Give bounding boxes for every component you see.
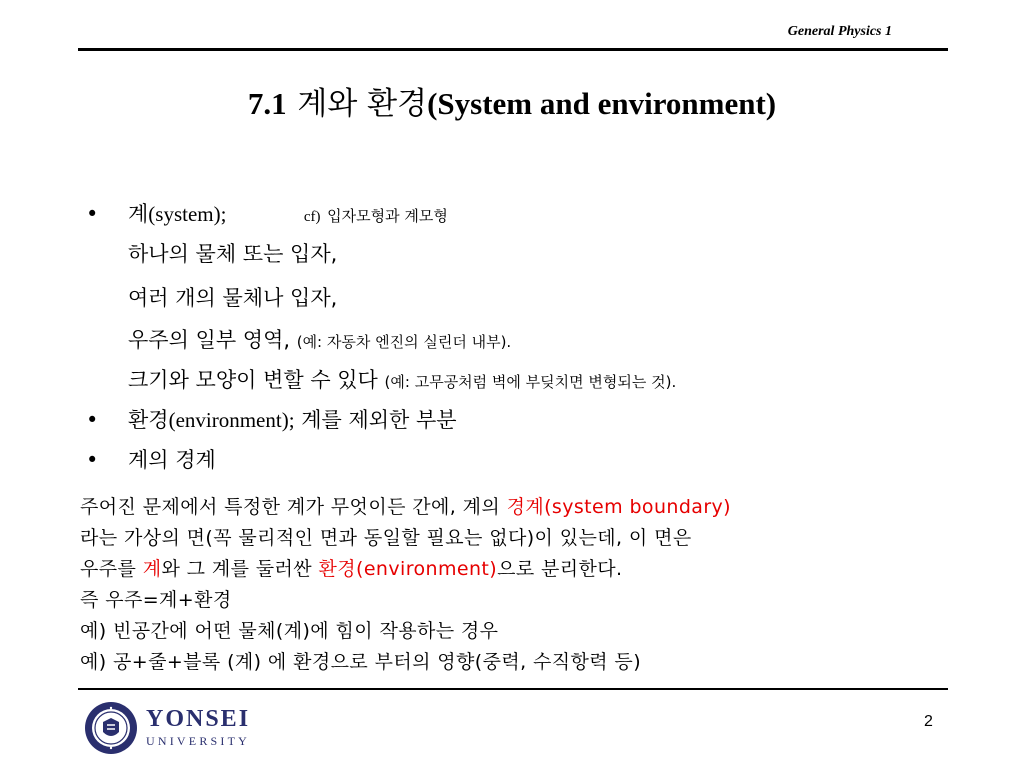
bullet-boundary-ko: 계의 경계 <box>128 448 216 472</box>
paragraph-line-1 <box>80 492 731 519</box>
top-divider <box>78 48 948 51</box>
system-line-3-text: 우주의 일부 영역, <box>128 328 291 352</box>
bottom-divider <box>78 688 948 690</box>
paragraph-line-5: 예) 빈공간에 어떤 물체(계)에 힘이 작용하는 경우 <box>80 620 499 642</box>
bullet-boundary <box>86 444 216 474</box>
paragraph-line-3 <box>80 554 622 581</box>
yonsei-emblem-icon <box>84 701 138 755</box>
university-brand: YONSEI <box>146 706 251 732</box>
course-title: General Physics 1 <box>787 24 892 39</box>
bullet-system-ko: 계 <box>128 202 149 226</box>
environment-term: 환경(environment) <box>318 558 498 580</box>
system-line-3-example: (예: 자동차 엔진의 실린더 내부). <box>296 333 512 351</box>
system-line-4-text: 크기와 모양이 변할 수 있다 <box>128 368 378 392</box>
system-line-3 <box>128 324 511 354</box>
bullet-environment-ko: 환경 <box>128 408 169 432</box>
system-line-1: 하나의 물체 또는 입자, <box>128 242 338 266</box>
paragraph-line-3-b: 와 그 계를 둘러싼 <box>161 558 319 580</box>
system-boundary-term: 경계(system boundary) <box>506 496 731 518</box>
bullet-system <box>86 198 448 228</box>
title-korean: 계와 환경 <box>297 86 428 122</box>
paragraph-line-3-a: 우주를 <box>80 558 143 580</box>
bullet-environment <box>86 404 457 434</box>
system-line-4 <box>128 364 676 394</box>
bullet-dot: • <box>86 202 99 226</box>
paragraph-line-2: 라는 가상의 면(꼭 물리적인 면과 동일할 필요는 없다)이 있는데, 이 면은 <box>80 527 692 549</box>
section-number: 7.1 <box>247 86 287 121</box>
university-brand-sub: UNIVERSITY <box>146 734 250 748</box>
paragraph-line-4: 즉 우주=계+환경 <box>80 589 232 611</box>
system-term: 계 <box>142 558 162 580</box>
system-line-4-example: (예: 고무공처럼 벽에 부딪치면 변형되는 것). <box>384 373 677 391</box>
bullet-dot: • <box>86 408 99 432</box>
bullet-system-note: 입자모형과 계모형 <box>327 207 448 225</box>
paragraph-line-3-c: 으로 분리한다. <box>497 558 623 580</box>
bullet-dot: • <box>86 448 99 472</box>
slide-title <box>0 78 1024 123</box>
system-line-2: 여러 개의 물체나 입자, <box>128 286 338 310</box>
paragraph-line-6: 예) 공+줄+블록 (계) 에 환경으로 부터의 영향(중력, 수직항력 등) <box>80 651 642 673</box>
bullet-system-en: (system); <box>148 202 227 226</box>
page-number: 2 <box>924 713 933 730</box>
bullet-environment-en: (environment); <box>168 408 295 432</box>
bullet-environment-rest: 계를 제외한 부분 <box>301 408 457 432</box>
paragraph-line-1-text: 주어진 문제에서 특정한 계가 무엇이든 간에, 계의 <box>80 496 507 518</box>
title-english: (System and environment) <box>427 86 777 121</box>
bullet-system-cf: cf) <box>303 209 321 225</box>
